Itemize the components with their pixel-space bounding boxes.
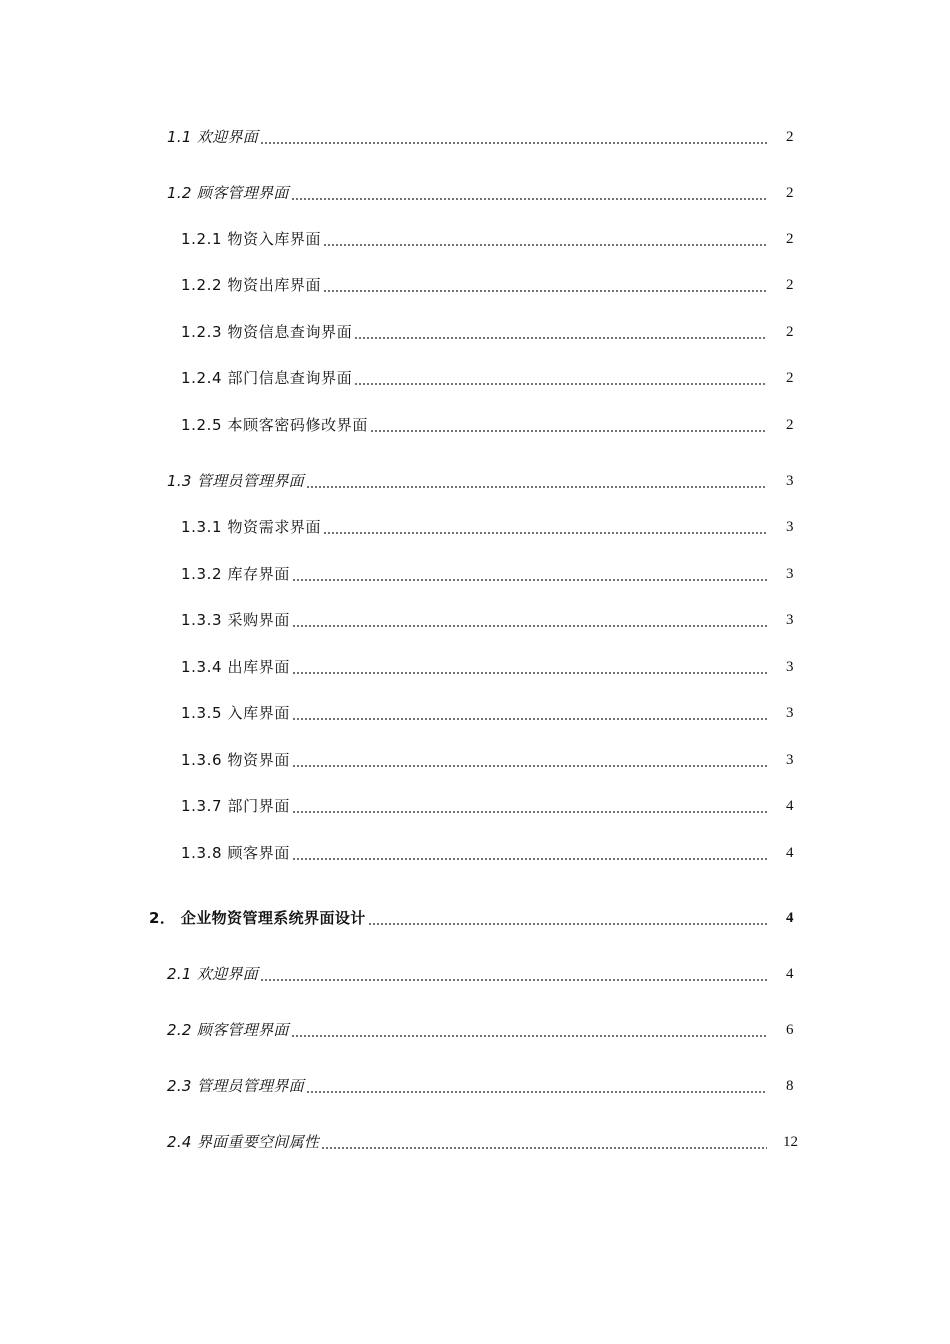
- toc-entry-line: [167, 1130, 767, 1154]
- toc-entry-line: [181, 227, 767, 251]
- toc-entry-1-2[interactable]: [0, 181, 950, 205]
- toc-entry-title: 1.2.1 物资入库界面: [181, 230, 322, 248]
- toc-entry-2-2[interactable]: [0, 1018, 950, 1042]
- toc-entry-line: [181, 794, 767, 818]
- toc-entry-title: 1.2.5 本顾客密码修改界面: [181, 416, 368, 434]
- toc-entry-title: 1.2 顾客管理界面: [167, 184, 289, 202]
- toc-entry-page-number: 4: [786, 910, 794, 926]
- toc-entry-title: 1.3 管理员管理界面: [167, 472, 304, 490]
- toc-entry-page-number: 3: [786, 473, 794, 489]
- toc-entry-title: 1.2.3 物资信息查询界面: [181, 323, 353, 341]
- toc-entry-1-3[interactable]: [0, 469, 950, 493]
- toc-entry-page-number: 3: [786, 752, 794, 768]
- toc-entry-page-number: 4: [786, 966, 794, 982]
- toc-entry-line: [181, 320, 767, 344]
- toc-entry-line: [181, 701, 767, 725]
- toc-dot-leader: [368, 923, 767, 925]
- toc-entry-page-number: 12: [783, 1134, 798, 1150]
- toc-entry-title: 1.3.1 物资需求界面: [181, 518, 322, 536]
- toc-entry-page-number: 2: [786, 370, 794, 386]
- toc-entry-2[interactable]: [0, 906, 950, 930]
- toc-entry-line: [167, 181, 767, 205]
- toc-entry-title: 1.2.4 部门信息查询界面: [181, 369, 353, 387]
- toc-entry-page-number: 3: [786, 612, 794, 628]
- toc-entry-title: 1.3.6 物资界面: [181, 751, 290, 769]
- toc-dot-leader: [321, 1147, 767, 1149]
- toc-entry-page-number: 3: [786, 519, 794, 535]
- toc-dot-leader: [291, 1035, 767, 1037]
- toc-entry-line: [167, 125, 767, 149]
- toc-entry-1-3-8[interactable]: [0, 841, 950, 865]
- toc-entry-page-number: 2: [786, 185, 794, 201]
- toc-entry-title: 1.3.5 入库界面: [181, 704, 290, 722]
- toc-dot-leader: [292, 579, 767, 581]
- toc-entry-1-3-1[interactable]: [0, 515, 950, 539]
- toc-entry-line: [167, 1074, 767, 1098]
- toc-dot-leader: [323, 532, 767, 534]
- toc-entry-page-number: 4: [786, 798, 794, 814]
- toc-entry-1-2-3[interactable]: [0, 320, 950, 344]
- toc-entry-title: 2.1 欢迎界面: [167, 965, 259, 983]
- toc-entry-line: [181, 515, 767, 539]
- toc-entry-1-2-2[interactable]: [0, 273, 950, 297]
- toc-entry-line: [181, 366, 767, 390]
- toc-entry-page-number: 3: [786, 705, 794, 721]
- toc-entry-title: 1.3.2 库存界面: [181, 565, 290, 583]
- toc-entry-2-3[interactable]: [0, 1074, 950, 1098]
- toc-entry-line: [181, 655, 767, 679]
- toc-entry-1-3-6[interactable]: [0, 748, 950, 772]
- toc-entry-line: [167, 962, 767, 986]
- toc-dot-leader: [292, 765, 767, 767]
- toc-entry-title: 2． 企业物资管理系统界面设计: [149, 909, 366, 927]
- toc-entry-page-number: 8: [786, 1078, 794, 1094]
- toc-entry-line: [181, 413, 767, 437]
- toc-dot-leader: [323, 290, 767, 292]
- toc-entry-1-3-5[interactable]: [0, 701, 950, 725]
- toc-dot-leader: [306, 1091, 767, 1093]
- toc-entry-page-number: 3: [786, 659, 794, 675]
- toc-entry-line: [181, 608, 767, 632]
- toc-entry-page-number: 2: [786, 277, 794, 293]
- toc-entry-page-number: 2: [786, 129, 794, 145]
- toc-entry-line: [181, 273, 767, 297]
- toc-entry-title: 1.2.2 物资出库界面: [181, 276, 322, 294]
- toc-entry-page-number: 2: [786, 417, 794, 433]
- toc-entry-page-number: 2: [786, 324, 794, 340]
- toc-entry-line: [149, 906, 767, 930]
- toc-entry-page-number: 2: [786, 231, 794, 247]
- toc-entry-title: 1.1 欢迎界面: [167, 128, 259, 146]
- toc-entry-title: 2.2 顾客管理界面: [167, 1021, 289, 1039]
- toc-dot-leader: [370, 430, 767, 432]
- toc-entry-line: [181, 841, 767, 865]
- toc-entry-line: [181, 748, 767, 772]
- toc-entry-page-number: 6: [786, 1022, 794, 1038]
- toc-entry-page-number: 4: [786, 845, 794, 861]
- toc-entry-line: [167, 469, 767, 493]
- toc-dot-leader: [292, 858, 767, 860]
- toc-entry-1-2-1[interactable]: [0, 227, 950, 251]
- toc-dot-leader: [292, 811, 767, 813]
- toc-dot-leader: [306, 486, 767, 488]
- toc-dot-leader: [292, 625, 767, 627]
- toc-entry-1-3-3[interactable]: [0, 608, 950, 632]
- toc-entry-2-1[interactable]: [0, 962, 950, 986]
- toc-dot-leader: [260, 142, 767, 144]
- toc-entry-title: 2.3 管理员管理界面: [167, 1077, 304, 1095]
- toc-entry-1-2-5[interactable]: [0, 413, 950, 437]
- toc-entry-1-2-4[interactable]: [0, 366, 950, 390]
- toc-dot-leader: [260, 979, 767, 981]
- toc-entry-page-number: 3: [786, 566, 794, 582]
- toc-entry-2-4[interactable]: [0, 1130, 950, 1154]
- toc-dot-leader: [354, 337, 767, 339]
- toc-entry-1-3-7[interactable]: [0, 794, 950, 818]
- toc-dot-leader: [291, 198, 767, 200]
- toc-entry-line: [181, 562, 767, 586]
- toc-entry-1-1[interactable]: [0, 125, 950, 149]
- toc-dot-leader: [354, 383, 767, 385]
- toc-dot-leader: [292, 672, 767, 674]
- toc-entry-title: 1.3.7 部门界面: [181, 797, 290, 815]
- toc-entry-1-3-2[interactable]: [0, 562, 950, 586]
- toc-entry-title: 1.3.3 采购界面: [181, 611, 290, 629]
- toc-entry-title: 1.3.4 出库界面: [181, 658, 290, 676]
- toc-dot-leader: [323, 244, 767, 246]
- toc-dot-leader: [292, 718, 767, 720]
- toc-entry-title: 1.3.8 顾客界面: [181, 844, 290, 862]
- toc-entry-line: [167, 1018, 767, 1042]
- toc-entry-1-3-4[interactable]: [0, 655, 950, 679]
- toc-entry-title: 2.4 界面重要空间属性: [167, 1133, 320, 1151]
